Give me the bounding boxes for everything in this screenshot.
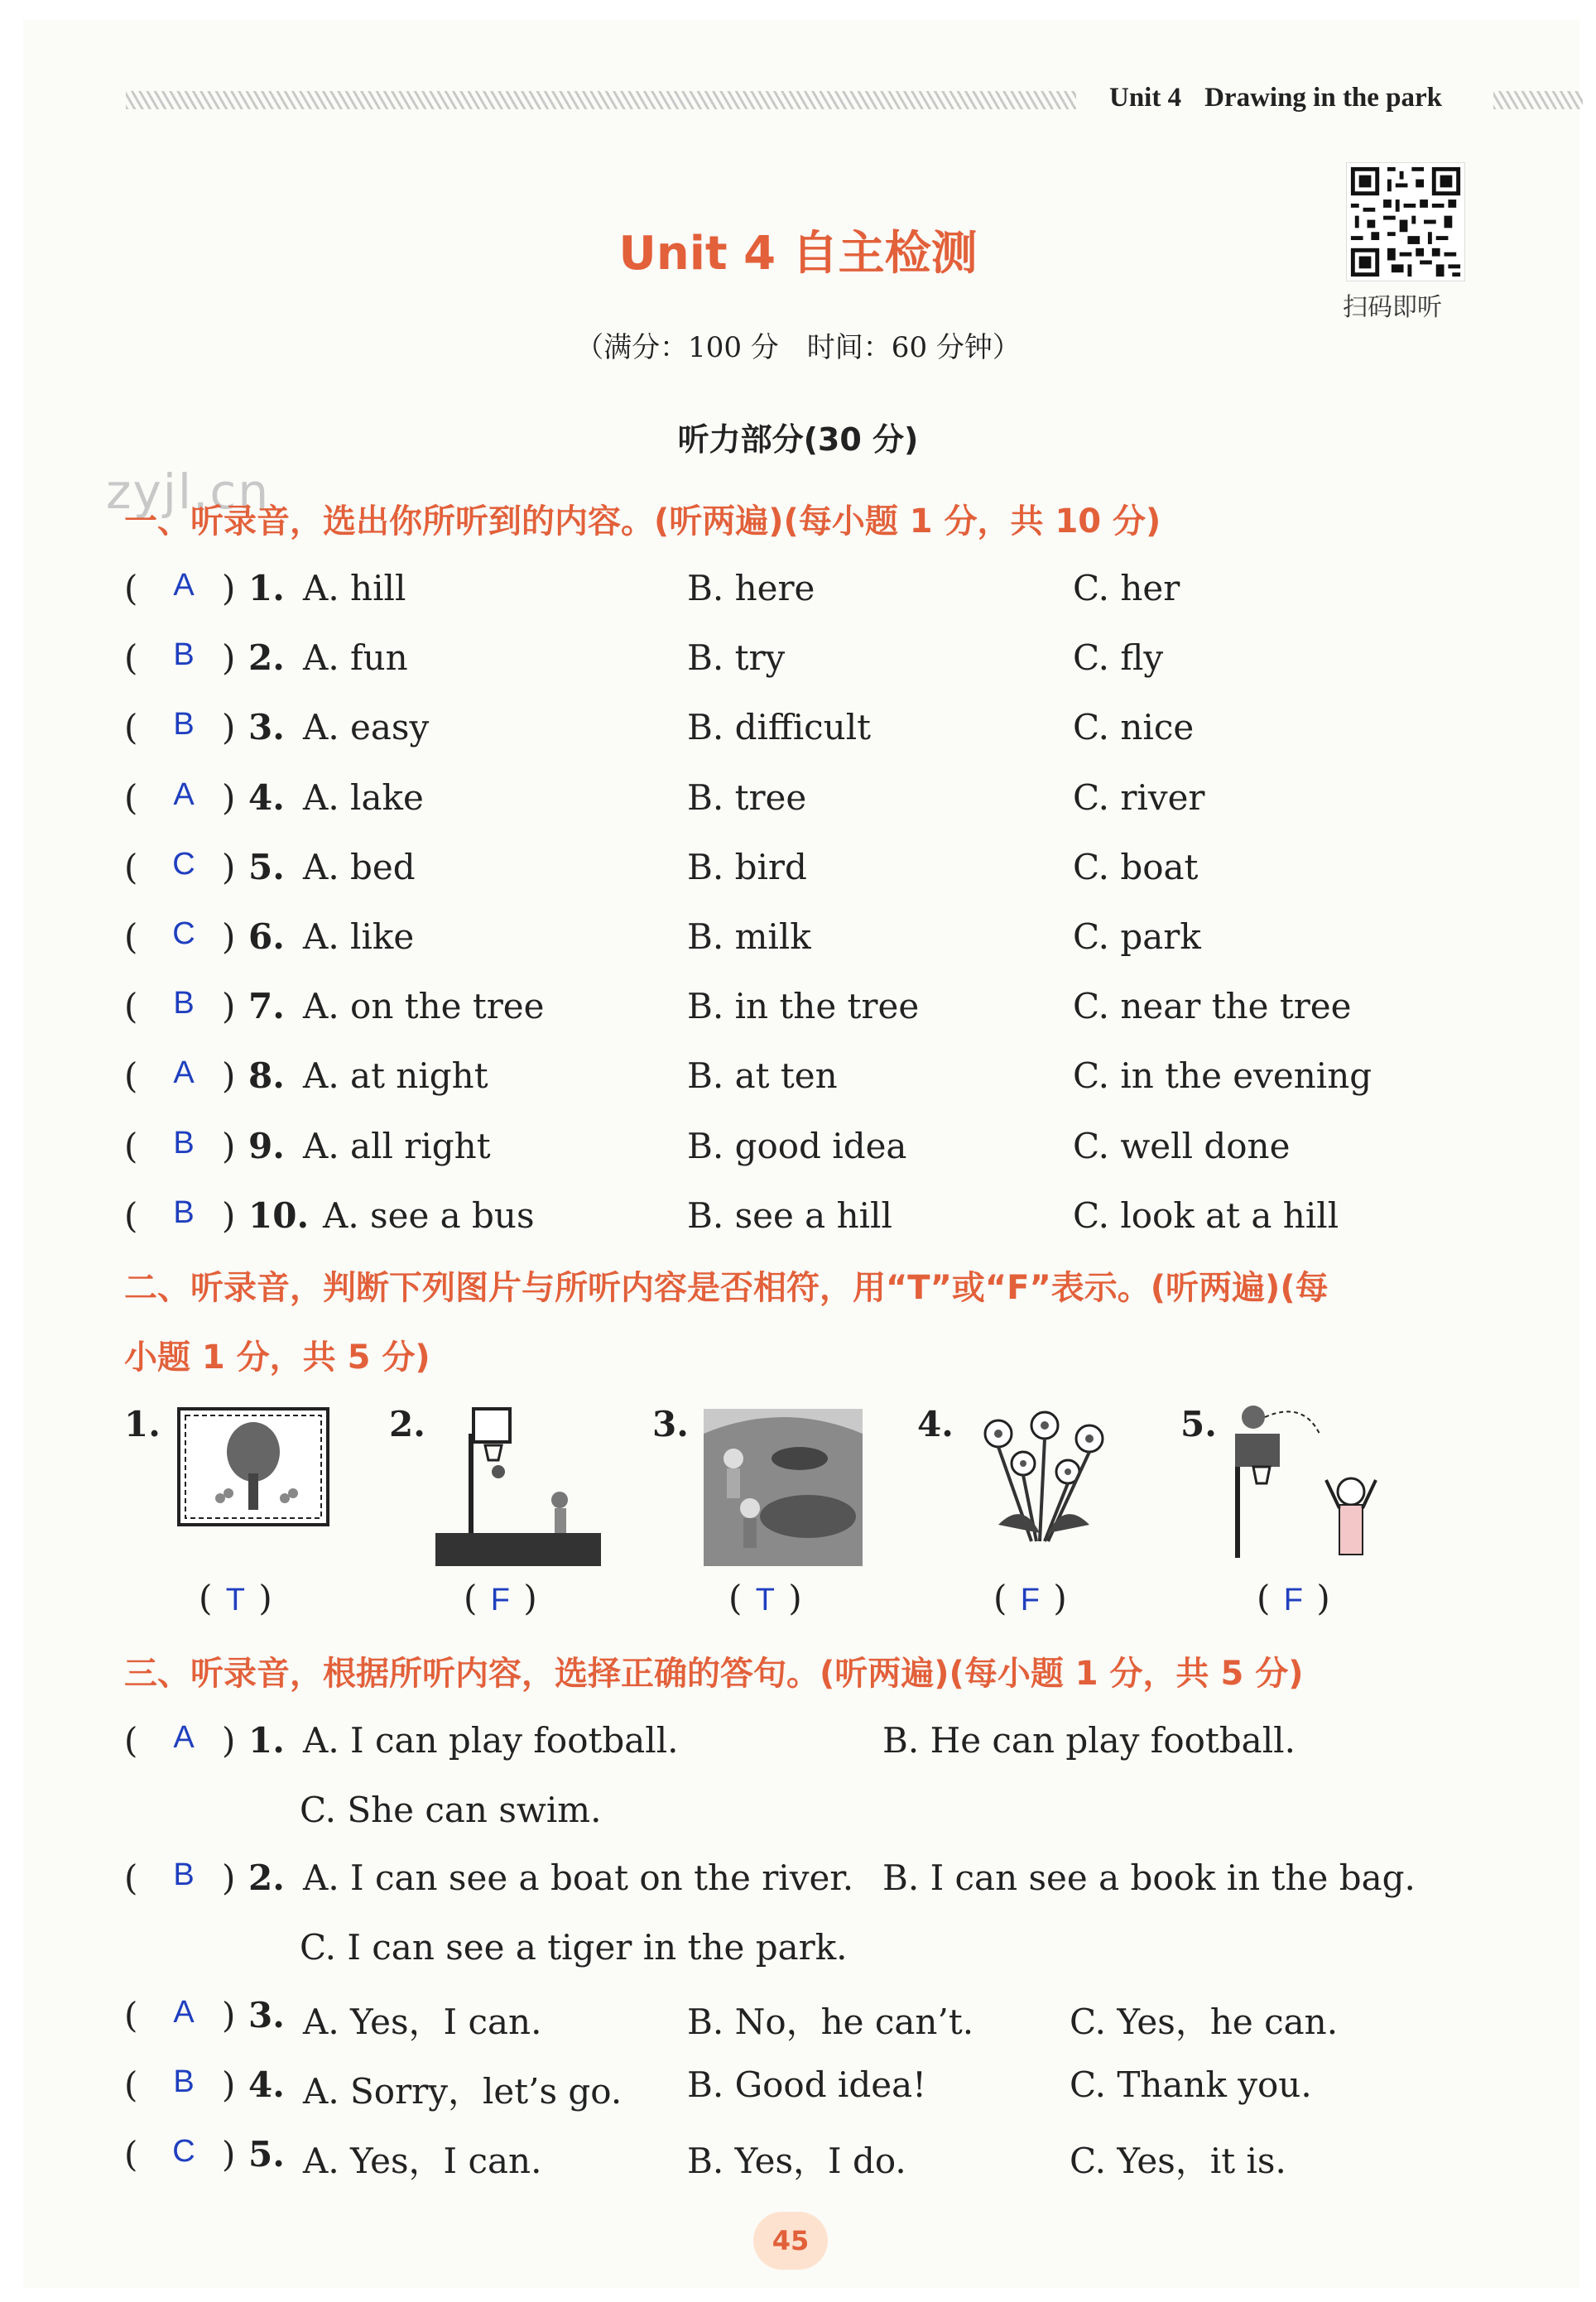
girl-basketball-icon [1228,1401,1394,1566]
answer-blank[interactable]: B [173,1126,195,1161]
option-a[interactable]: A. easy [303,707,430,747]
option-a[interactable]: A. hill [303,568,406,608]
picture-number: 2. [389,1404,425,1444]
header-title: Drawing in the park [1204,83,1443,113]
option-a[interactable]: A. Yes，I can. [303,2002,542,2042]
option-b[interactable]: B. tree [687,777,807,818]
paren-close: ) [222,986,236,1026]
option-c[interactable]: C. look at a hill [1073,1195,1339,1236]
picture-number: 3. [652,1404,689,1444]
answer-blank[interactable]: B [173,2064,195,2099]
option-b[interactable]: B. No，he can’t. [687,2002,974,2042]
option-b[interactable]: B. see a hill [687,1195,892,1236]
picture-answer-2: ( F ) [464,1578,537,1618]
option-b[interactable]: B. I can see a book in the bag. [882,1857,1416,1898]
option-b[interactable]: B. milk [687,916,811,957]
option-a[interactable]: A. fun [303,637,408,678]
running-header [1109,83,1442,113]
question-number: 4. [248,2064,285,2105]
option-a[interactable]: A. at night [303,1055,488,1096]
answer-blank[interactable]: A [173,1720,195,1755]
paren-close: ) [222,847,236,887]
answer-blank[interactable]: C [172,2134,195,2169]
paren-open: ( [124,847,138,887]
option-c[interactable]: C. well done [1073,1126,1291,1166]
question-number: 4. [248,777,285,818]
flowers-icon [965,1401,1131,1566]
qr-label: 扫码即听 [1343,293,1442,322]
paren-close: ) [222,1720,236,1761]
option-a[interactable]: A. all right [303,1126,491,1166]
option-b[interactable]: B. Good idea! [687,2064,927,2105]
option-a[interactable]: A. Sorry，let’s go. [303,2071,623,2112]
question-number: 8. [248,1055,285,1096]
paren-close: ) [222,1126,236,1166]
question-number: 5. [248,847,285,887]
option-b[interactable]: B. in the tree [687,986,920,1026]
paren-close: ) [222,1195,236,1236]
picture-answer-3: ( T ) [728,1578,802,1618]
paren-open: ( [124,707,138,747]
option-c[interactable]: C. Thank you. [1070,2064,1312,2105]
paren-open: ( [124,2134,138,2175]
option-a[interactable]: A. lake [303,777,424,818]
page-title: Unit 4 自主检测 [618,227,978,281]
answer-blank[interactable]: A [173,777,195,812]
option-a[interactable]: A. I can see a boat on the river. [303,1857,854,1898]
question-number: 3. [248,1995,285,2035]
paren-open: ( [124,568,138,608]
option-c[interactable]: C. She can swim. [300,1790,602,1830]
answer-blank[interactable]: B [173,1857,195,1892]
watermark: zyjl.cn [106,464,271,520]
picture-answer-4: ( F ) [993,1578,1067,1618]
option-b[interactable]: B. good idea [687,1126,907,1166]
paren-close: ) [222,1995,236,2035]
answer-blank[interactable]: C [172,847,195,882]
paren-close: ) [222,568,236,608]
answer-blank[interactable]: B [173,986,195,1021]
option-a[interactable]: A. I can play football. [303,1720,679,1761]
option-b[interactable]: B. here [687,568,815,608]
option-c[interactable]: C. boat [1073,847,1199,887]
option-c[interactable]: C. fly [1073,637,1164,678]
picture-number: 5. [1180,1404,1217,1444]
option-b[interactable]: B. bird [687,847,807,887]
option-c[interactable]: C. Yes，he can. [1070,2002,1339,2042]
option-b[interactable]: B. Yes，I do. [687,2141,906,2181]
option-b[interactable]: B. at ten [687,1055,838,1096]
option-b[interactable]: B. try [687,637,786,678]
header-rule-right [1493,91,1583,109]
option-c[interactable]: C. Yes，it is. [1070,2141,1286,2181]
answer-blank[interactable]: A [173,1055,195,1090]
paren-close: ) [222,2064,236,2105]
paren-close: ) [222,777,236,818]
paren-open: ( [124,1195,138,1236]
option-c[interactable]: C. in the evening [1073,1055,1372,1096]
paren-close: ) [222,1055,236,1096]
paren-open: ( [124,2064,138,2105]
section2-heading-line2: 小题 1 分，共 5 分) [124,1338,430,1377]
question-number: 3. [248,707,285,747]
page-number: 45 [753,2212,828,2270]
header-unit: Unit 4 [1109,83,1182,113]
answer-blank[interactable]: B [173,1195,195,1230]
answer-blank[interactable]: C [172,916,195,951]
paren-open: ( [124,777,138,818]
option-c[interactable]: C. park [1073,916,1201,957]
option-a[interactable]: A. on the tree [303,986,545,1026]
option-b[interactable]: B. He can play football. [882,1720,1296,1761]
header-rule-left [126,91,1076,109]
park-scene-icon [700,1401,866,1566]
paren-close: ) [222,916,236,957]
option-c[interactable]: C. I can see a tiger in the park. [300,1927,848,1968]
option-a[interactable]: A. see a bus [323,1195,535,1236]
basketball-hoop-icon [435,1401,601,1566]
question-number: 5. [248,2134,285,2175]
section2-heading-line1: 二、听录音，判断下列图片与所听内容是否相符，用“T”或“F”表示。(听两遍)(每 [124,1269,1329,1307]
paren-open: ( [124,916,138,957]
answer-blank[interactable]: B [173,707,195,742]
paren-close: ) [222,2134,236,2175]
question-number: 1. [248,1720,285,1761]
option-a[interactable]: A. like [303,916,415,957]
paren-open: ( [124,1720,138,1761]
paren-close: ) [222,1857,236,1898]
picture-number: 4. [917,1404,954,1444]
section3-heading: 三、听录音，根据所听内容，选择正确的答句。(听两遍)(每小题 1 分，共 5 分) [124,1655,1304,1693]
section1-heading: 一、听录音，选出你所听到的内容。(听两遍)(每小题 1 分，共 10 分) [124,502,1161,541]
question-number: 7. [248,986,285,1026]
question-number: 10. [248,1195,310,1236]
picture-number: 1. [124,1404,161,1444]
picture-answer-5: ( F ) [1257,1578,1330,1618]
option-a[interactable]: A. Yes，I can. [303,2141,542,2181]
paren-open: ( [124,1055,138,1096]
paren-open: ( [124,1857,138,1898]
question-number: 2. [248,637,285,678]
paren-open: ( [124,986,138,1026]
option-c[interactable]: C. her [1073,568,1180,608]
option-a[interactable]: A. bed [303,847,416,887]
tree-drawing-icon [171,1401,336,1566]
question-number: 6. [248,916,285,957]
option-b[interactable]: B. difficult [687,707,872,747]
listening-title: 听力部分(30 分) [677,421,919,458]
option-c[interactable]: C. river [1073,777,1205,818]
picture-answer-1: ( T ) [199,1578,272,1618]
paren-open: ( [124,1995,138,2035]
score-time-info: （满分：100 分 时间：60 分钟） [575,331,1021,364]
answer-blank[interactable]: A [173,568,195,603]
answer-blank[interactable]: B [173,637,195,672]
paren-open: ( [124,637,138,678]
option-c[interactable]: C. near the tree [1073,986,1352,1026]
paren-close: ) [222,637,236,678]
paren-open: ( [124,1126,138,1166]
question-number: 2. [248,1857,285,1898]
paren-close: ) [222,707,236,747]
question-number: 1. [248,568,285,608]
answer-blank[interactable]: A [173,1995,195,2030]
option-c[interactable]: C. nice [1073,707,1195,747]
question-number: 9. [248,1126,285,1166]
